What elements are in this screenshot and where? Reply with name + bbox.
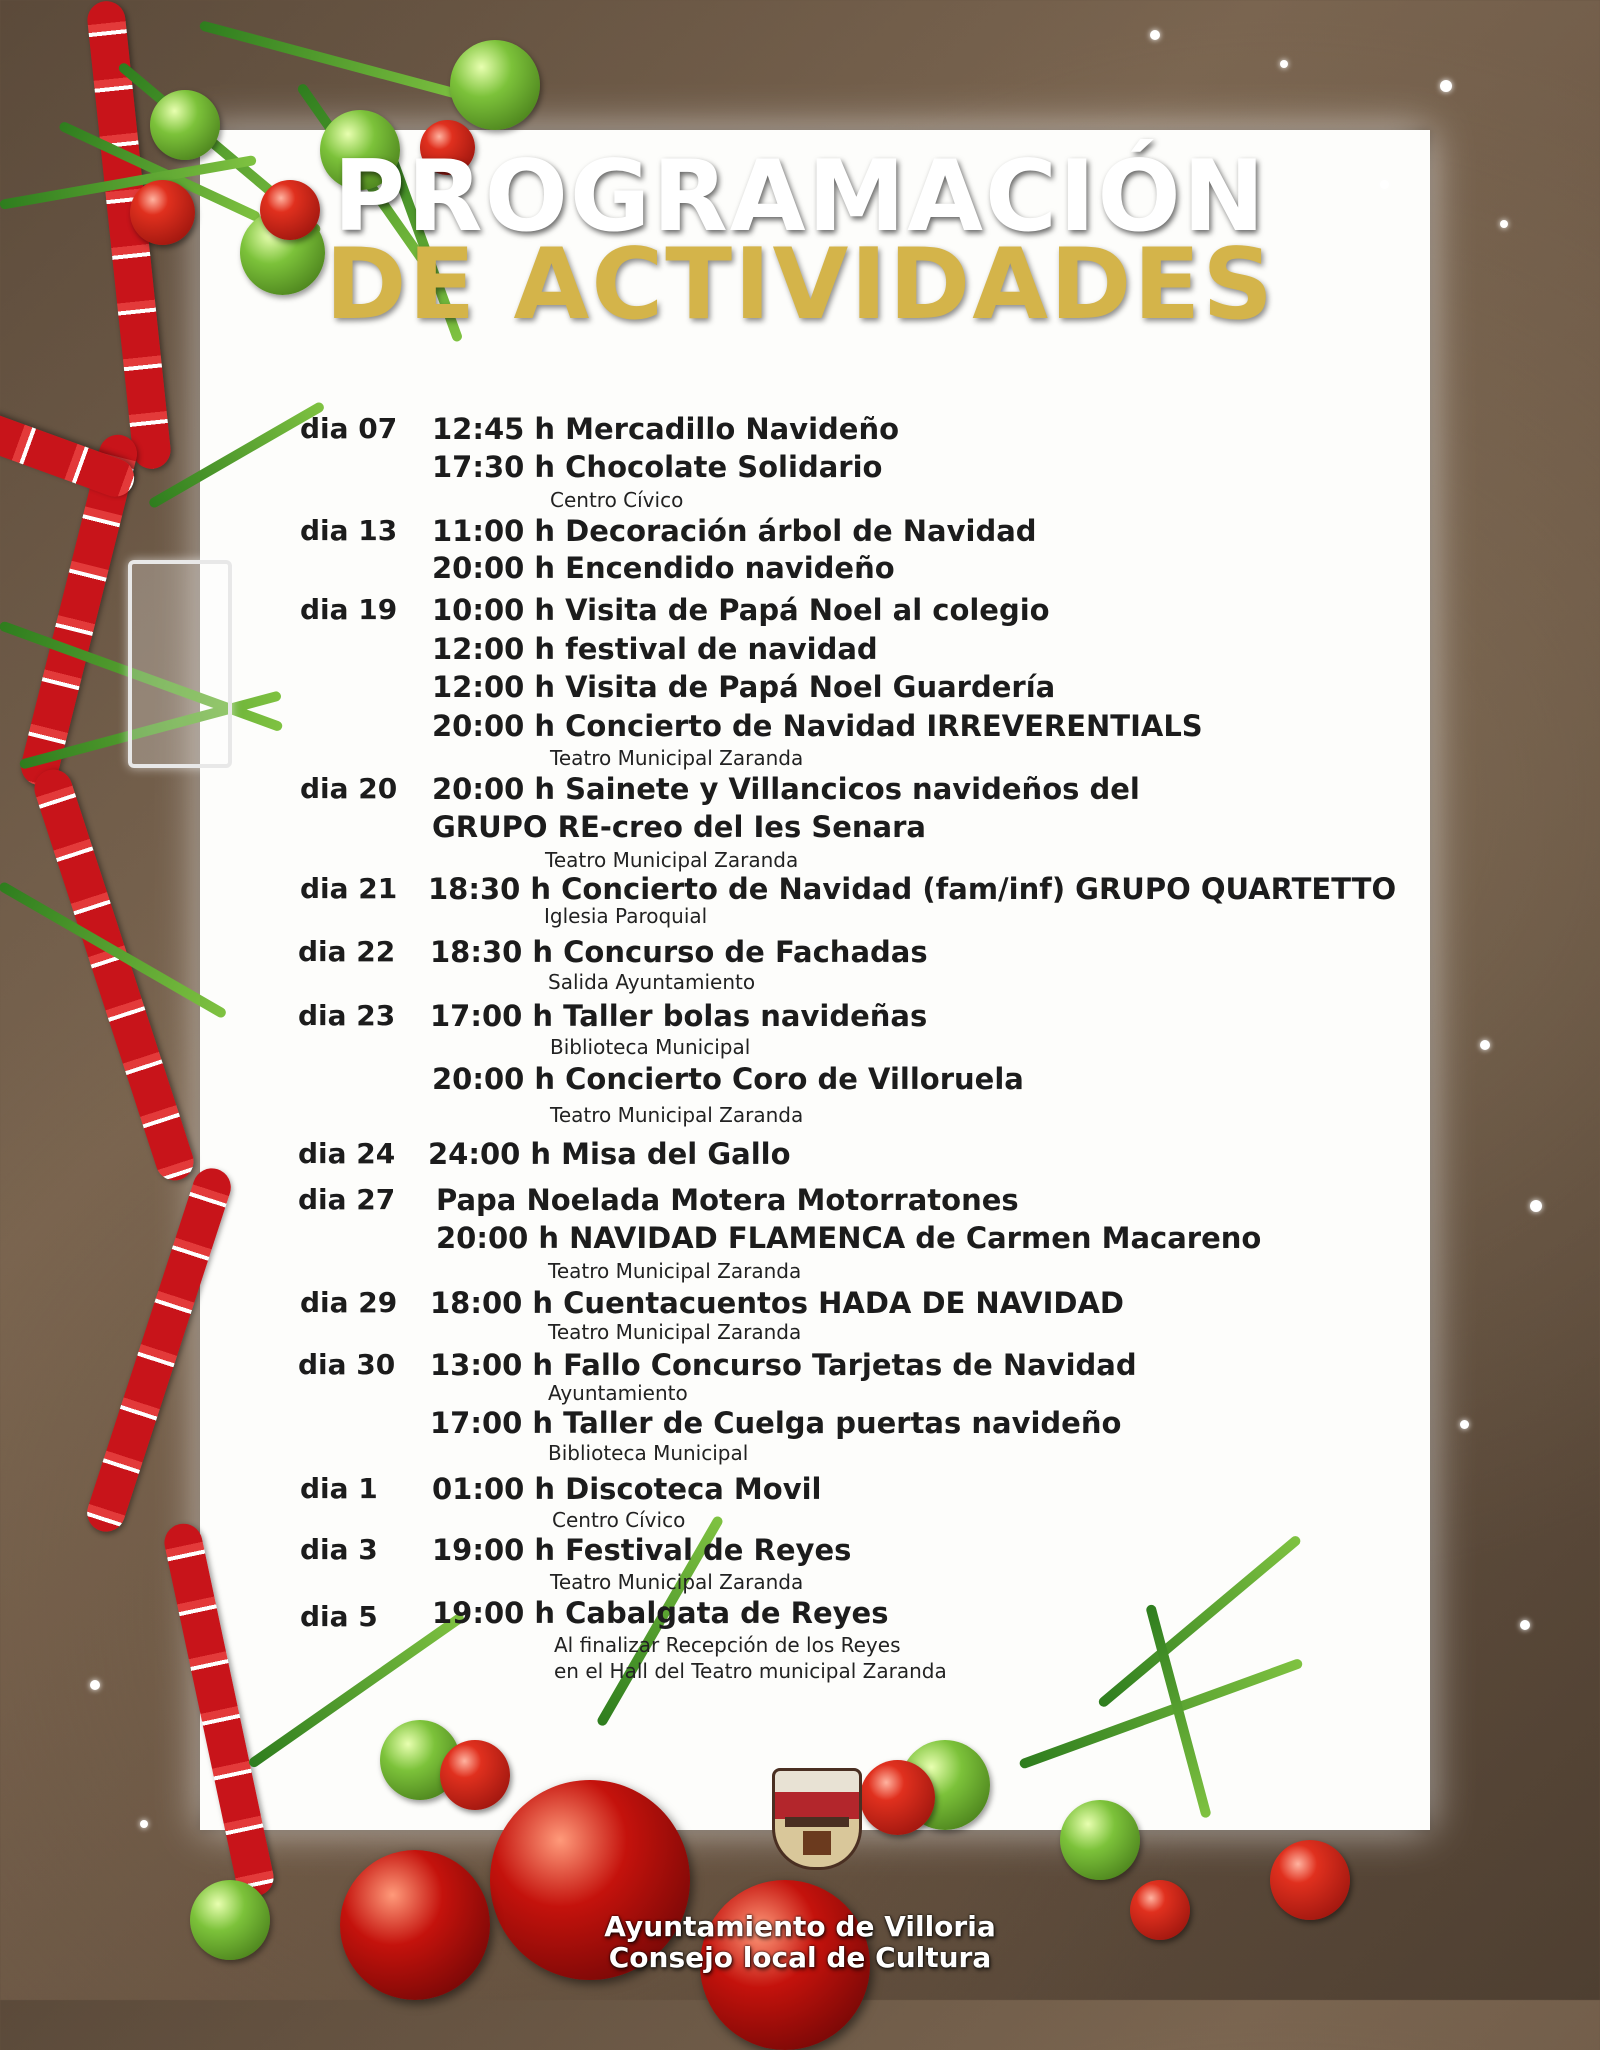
event-item: Papa Noelada Motera Motorratones [436, 1183, 1019, 1217]
event-venue: en el Hall del Teatro municipal Zaranda [554, 1659, 947, 1683]
event-venue: Salida Ayuntamiento [548, 970, 756, 994]
day-label: dia 1 [300, 1472, 378, 1505]
event-item: 18:30 h Concierto de Navidad (fam/inf) GRUPO QUARTETTO [428, 872, 1397, 906]
event-item: 20:00 h Concierto de Navidad IRREVERENTIALS [432, 709, 1203, 743]
event-venue: Centro Cívico [550, 488, 684, 512]
event-item: 12:00 h festival de navidad [432, 632, 878, 666]
day-label: dia 13 [300, 514, 398, 547]
event-item: 18:30 h Concurso de Fachadas [430, 935, 928, 969]
day-label: dia 23 [298, 999, 396, 1032]
event-item: 20:00 h Encendido navideño [432, 551, 895, 585]
footer-organizer: Ayuntamiento de Villoria [604, 1910, 996, 1943]
event-item: 12:45 h Mercadillo Navideño [432, 412, 900, 446]
event-item: 12:00 h Visita de Papá Noel Guardería [432, 670, 1056, 704]
day-label: dia 20 [300, 772, 398, 805]
event-venue: Biblioteca Municipal [550, 1035, 751, 1059]
event-venue: Al finalizar Recepción de los Reyes [554, 1633, 901, 1657]
event-venue: Teatro Municipal Zaranda [548, 1320, 802, 1344]
event-item: 17:00 h Taller de Cuelga puertas navideño [430, 1406, 1122, 1440]
day-label: dia 27 [298, 1183, 396, 1216]
event-venue: Centro Cívico [552, 1508, 686, 1532]
day-label: dia 22 [298, 935, 396, 968]
footer-council: Consejo local de Cultura [608, 1941, 992, 1974]
event-item: 19:00 h Festival de Reyes [432, 1533, 852, 1567]
event-venue: Teatro Municipal Zaranda [545, 848, 799, 872]
event-venue: Biblioteca Municipal [548, 1441, 749, 1465]
day-label: dia 29 [300, 1286, 398, 1319]
event-item: 01:00 h Discoteca Movil [432, 1472, 822, 1506]
day-label: dia 30 [298, 1348, 396, 1381]
event-venue: Teatro Municipal Zaranda [548, 1259, 802, 1283]
event-venue: Teatro Municipal Zaranda [550, 1570, 804, 1594]
event-item: 18:00 h Cuentacuentos HADA DE NAVIDAD [430, 1286, 1124, 1320]
event-venue: Iglesia Paroquial [544, 904, 708, 928]
day-label: dia 19 [300, 593, 398, 626]
event-venue: Teatro Municipal Zaranda [550, 746, 804, 770]
day-label: dia 07 [300, 412, 398, 445]
event-item: GRUPO RE-creo del Ies Senara [432, 810, 926, 844]
event-venue: Ayuntamiento [548, 1381, 688, 1405]
event-item: 19:00 h Cabalgata de Reyes [432, 1596, 889, 1630]
title-line-1: PROGRAMACIÓN [333, 140, 1267, 254]
title-line-2: DE ACTIVIDADES [325, 228, 1275, 342]
day-label: dia 24 [298, 1137, 396, 1170]
event-item: 17:00 h Taller bolas navideñas [430, 999, 928, 1033]
event-item: 10:00 h Visita de Papá Noel al colegio [432, 593, 1050, 627]
event-item: 20:00 h Sainete y Villancicos navideños del [432, 772, 1140, 806]
day-label: dia 5 [300, 1600, 378, 1633]
municipal-crest-icon [772, 1768, 862, 1870]
event-venue: Teatro Municipal Zaranda [550, 1103, 804, 1127]
event-item: 24:00 h Misa del Gallo [428, 1137, 791, 1171]
day-label: dia 3 [300, 1533, 378, 1566]
event-item: 13:00 h Fallo Concurso Tarjetas de Navidad [430, 1348, 1137, 1382]
event-item: 20:00 h NAVIDAD FLAMENCA de Carmen Macareno [436, 1221, 1262, 1255]
event-item: 20:00 h Concierto Coro de Villoruela [432, 1062, 1024, 1096]
event-item: 17:30 h Chocolate Solidario [432, 450, 883, 484]
event-item: 11:00 h Decoración árbol de Navidad [432, 514, 1037, 548]
day-label: dia 21 [300, 872, 398, 905]
